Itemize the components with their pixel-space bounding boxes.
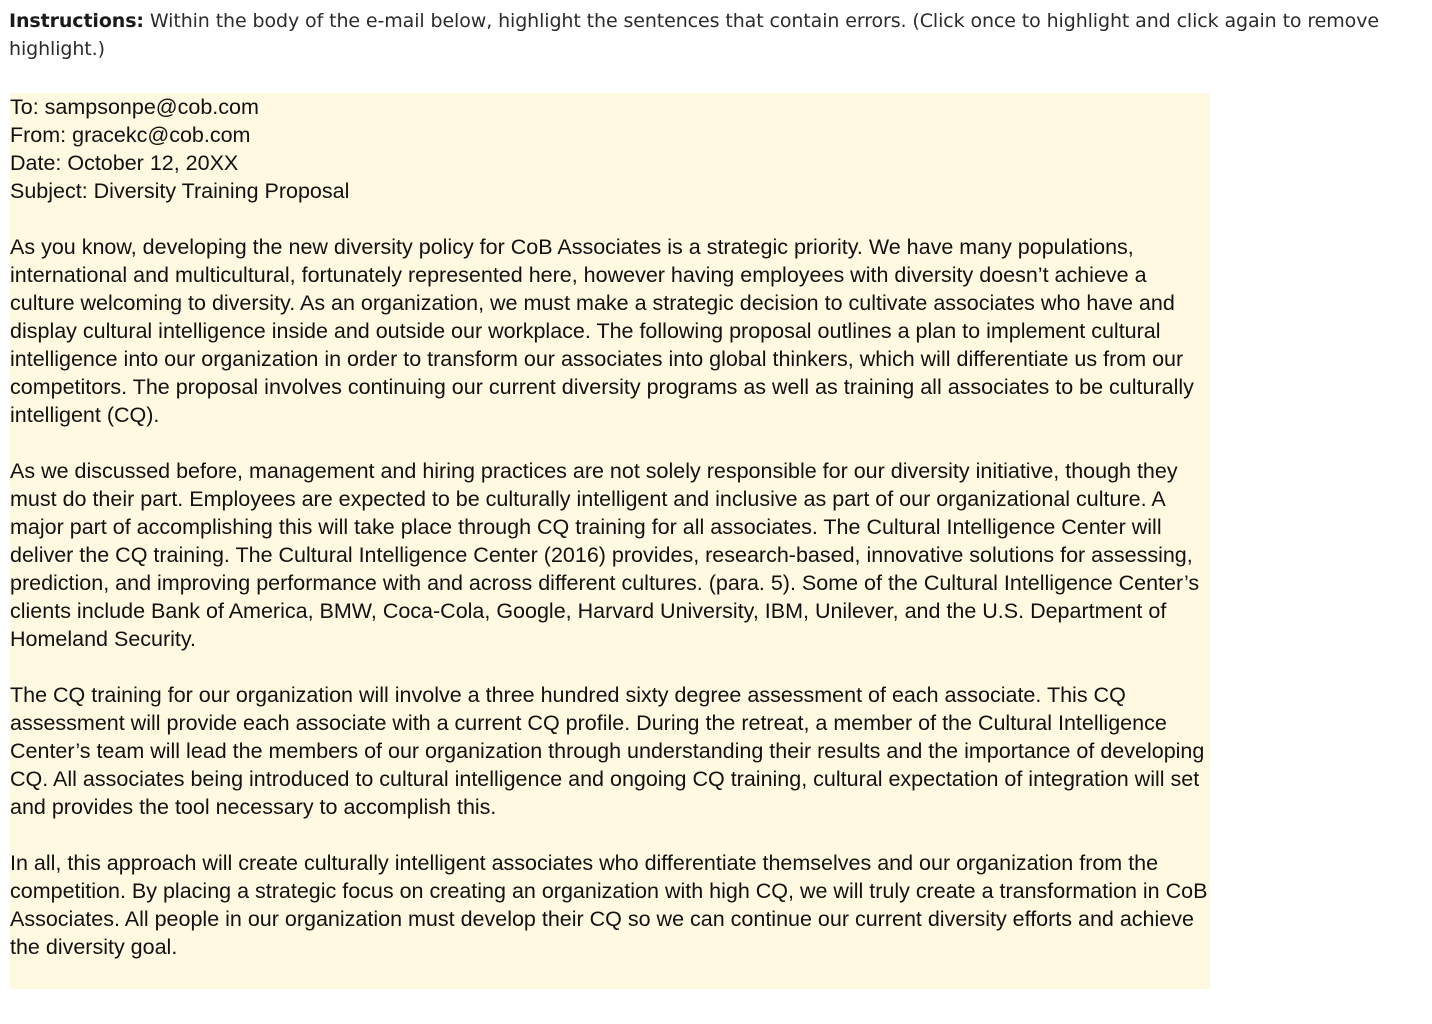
email-to: To: sampsonpe@cob.com: [10, 95, 259, 119]
instructions-text: Within the body of the e-mail below, highlight the sentences that contain errors. (Click once to highlight and click again to remove highlight.): [9, 10, 1379, 60]
sentence[interactable]: Some of the Cultural Intelligence Center’s clients include Bank of America, BMW, Coca-Cola, Google, Harvard University, IBM, Unilever, and the U.S. Department of Homeland Security.: [10, 571, 1200, 651]
email-paragraph-1: [10, 233, 1210, 429]
email-paragraph-2: [10, 457, 1210, 653]
sentence[interactable]: As you know, developing the new diversity policy for CoB Associates is a strategic priority.: [10, 235, 863, 259]
sentence[interactable]: By placing a strategic focus on creating an organization with high CQ, we will truly create a transformation in CoB Associates.: [10, 879, 1208, 931]
sentence[interactable]: All people in our organization must develop their CQ so we can continue our current diversity efforts and achieve the diversity goal.: [10, 907, 1194, 959]
sentence[interactable]: As an organization, we must make a strategic decision to cultivate associates who have and display cultural intelligence inside and outside our workplace.: [10, 291, 1175, 343]
instructions: [9, 7, 1427, 63]
email-headers: [10, 93, 1210, 205]
sentence[interactable]: We have many populations, international and multicultural, fortunately represented here, however having employees with diversity doesn’t achieve a culture welcoming to diversity.: [10, 235, 1147, 315]
email-date: Date: October 12, 20XX: [10, 151, 239, 175]
sentence[interactable]: During the retreat, a member of the Cultural Intelligence Center’s team will lead the members of our organization through understanding their results and the importance of developing CQ.: [10, 711, 1205, 791]
email-body: [10, 93, 1210, 989]
email-content: [10, 93, 1210, 961]
email-paragraph-3: [10, 681, 1210, 821]
sentence[interactable]: The following proposal outlines a plan to implement cultural intelligence into our organization in order to transform our associates into global thinkers, which will differentiate us from our competitors.: [10, 319, 1184, 399]
email-from: From: gracekc@cob.com: [10, 123, 251, 147]
email-subject: Subject: Diversity Training Proposal: [10, 179, 350, 203]
sentence[interactable]: All associates being introduced to cultural intelligence and ongoing CQ training, cultural expectation of integration will set and provides the tool necessary to accomplish this.: [10, 767, 1200, 819]
email-paragraph-4: [10, 849, 1210, 961]
sentence[interactable]: In all, this approach will create culturally intelligent associates who differentiate themselves and our organization from the competition.: [10, 851, 1159, 903]
sentence[interactable]: The Cultural Intelligence Center will deliver the CQ training.: [10, 515, 1162, 567]
sentence[interactable]: As we discussed before, management and hiring practices are not solely responsible for our diversity initiative, though they must do their part.: [10, 459, 1178, 511]
sentence[interactable]: Employees are expected to be culturally intelligent and inclusive as part of our organizational culture.: [189, 487, 1147, 511]
sentence[interactable]: The Cultural Intelligence Center (2016) provides, research-based, innovative solutions for assessing, prediction, and improving performance with and across different cultures. (para. 5).: [10, 543, 1193, 595]
sentence[interactable]: A major part of accomplishing this will take place through CQ training for all associates.: [10, 487, 1165, 539]
instructions-label: Instructions:: [9, 10, 144, 32]
sentence[interactable]: This CQ assessment will provide each associate with a current CQ profile.: [10, 683, 1126, 735]
sentence[interactable]: The proposal involves continuing our current diversity programs as well as training all associates to be culturally intelligent (CQ).: [10, 375, 1194, 427]
sentence[interactable]: The CQ training for our organization will involve a three hundred sixty degree assessment of each associate.: [10, 683, 1042, 707]
